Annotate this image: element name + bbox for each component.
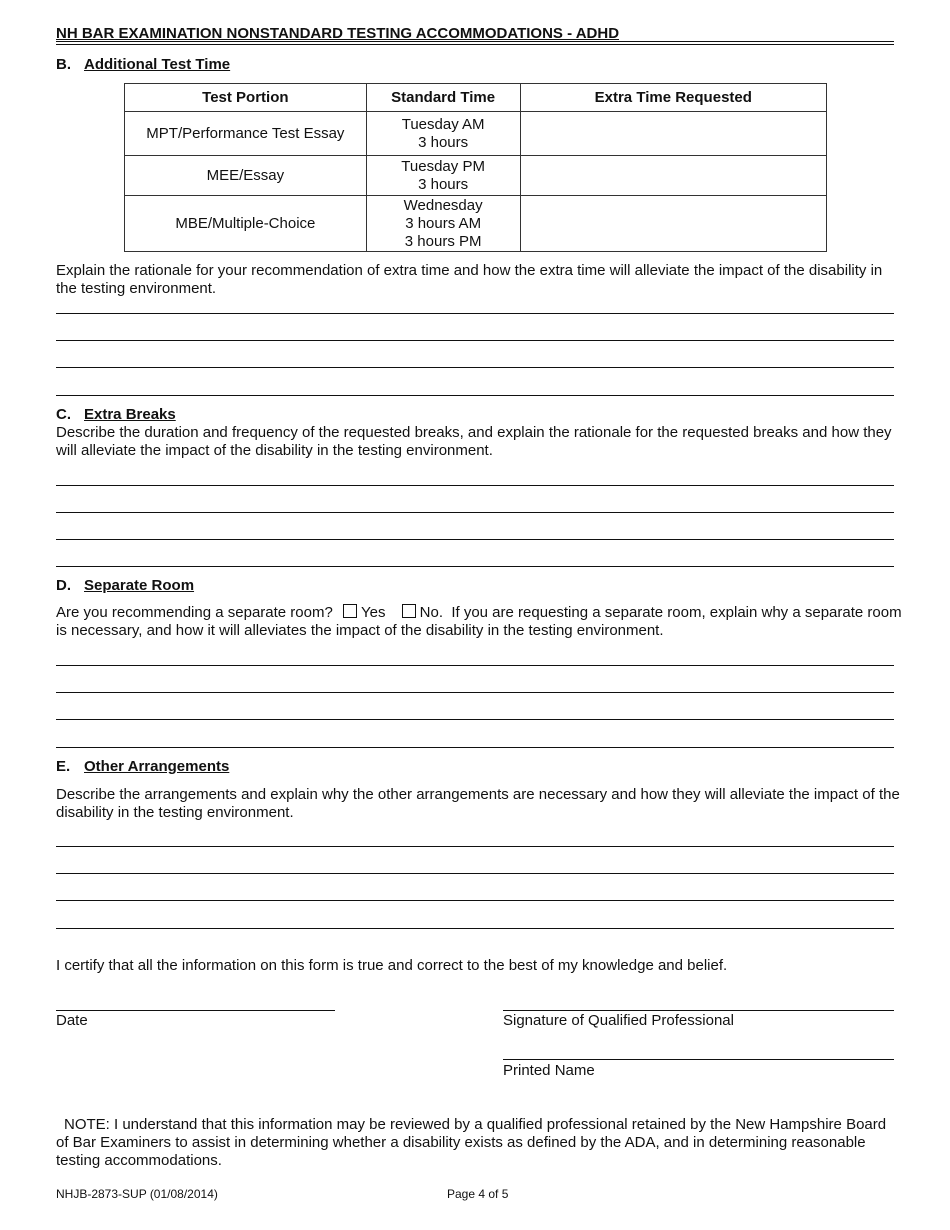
column-header-extra-time: Extra Time Requested: [520, 84, 826, 112]
date-label: Date: [56, 1012, 88, 1029]
standard-time-cell: [366, 112, 520, 156]
extra-time-input-cell[interactable]: [520, 196, 826, 252]
page-title: NH BAR EXAMINATION NONSTANDARD TESTING ACCOMMODATIONS - ADHD: [56, 25, 620, 42]
answer-line-d-3[interactable]: [56, 719, 894, 720]
test-portion-cell: MEE/Essay: [125, 156, 367, 196]
separate-room-explanation: If you are requesting a separate room, explain why a separate room is necessary, and how it will alleviates the impact of the disability in the testing environment.: [56, 604, 902, 639]
standard-time-cell: [366, 156, 520, 196]
answer-line-d-1[interactable]: [56, 665, 894, 666]
answer-line-e-2[interactable]: [56, 873, 894, 874]
section-c-letter: C.: [56, 406, 71, 423]
section-b-prompt: Explain the rationale for your recommendation of extra time and how the extra time will alleviate the impact of the disability in the testing environment.: [56, 262, 883, 297]
table-row: [125, 156, 827, 196]
answer-line-b-2[interactable]: [56, 340, 894, 341]
yes-checkbox[interactable]: [343, 604, 357, 618]
answer-line-e-1[interactable]: [56, 846, 894, 847]
answer-line-c-3[interactable]: [56, 539, 894, 540]
answer-line-b-1[interactable]: [56, 313, 894, 314]
table-row: [125, 196, 827, 252]
form-id: NHJB-2873-SUP (01/08/2014): [56, 1187, 218, 1201]
section-d-prompt: [56, 604, 906, 640]
date-line[interactable]: [56, 1010, 335, 1011]
answer-line-e-4[interactable]: [56, 928, 894, 929]
section-e-prompt: Describe the arrangements and explain why the other arrangements are necessary and how they will alleviate the impact of the disability in the testing environment.: [56, 786, 900, 821]
section-b-letter: B.: [56, 56, 71, 73]
page-number: Page 4 of 5: [447, 1187, 509, 1201]
table-header-row: [125, 84, 827, 112]
signature-line[interactable]: [503, 1010, 894, 1011]
standard-time-line: Tuesday AM: [401, 115, 485, 133]
extra-time-input-cell[interactable]: [520, 112, 826, 156]
table-row: [125, 112, 827, 156]
answer-line-e-3[interactable]: [56, 900, 894, 901]
no-checkbox[interactable]: [402, 604, 416, 618]
answer-line-b-3[interactable]: [56, 367, 894, 368]
section-b-heading: [56, 56, 230, 73]
answer-line-d-4[interactable]: [56, 747, 894, 748]
answer-line-b-4[interactable]: [56, 395, 894, 396]
standard-time-line: Tuesday PM: [401, 157, 485, 175]
section-c-prompt: Describe the duration and frequency of the requested breaks, and explain the rationale for the requested breaks and how they will alleviate the impact of the disability in the testing environment.: [56, 424, 892, 459]
section-e-letter: E.: [56, 758, 71, 775]
standard-time-line: 3 hours: [418, 133, 469, 151]
column-header-standard-time: Standard Time: [366, 84, 520, 112]
standard-time-line: Wednesday: [403, 196, 483, 214]
extra-time-input-cell[interactable]: [520, 156, 826, 196]
note-paragraph: NOTE: I understand that this information may be reviewed by a qualified professional retained by the New Hampshire Board of Bar Examiners to assist in determining whether a disability exists as defined by the ADA, and in determining reasonable testing accommodations.: [56, 1116, 887, 1169]
section-d-letter: D.: [56, 577, 71, 594]
extra-time-table: [124, 83, 827, 252]
standard-time-line: 3 hours: [418, 175, 469, 193]
test-portion-cell: MPT/Performance Test Essay: [125, 112, 367, 156]
section-e-heading: [56, 758, 229, 775]
signature-label: Signature of Qualified Professional: [503, 1012, 734, 1029]
printed-name-label: Printed Name: [503, 1062, 595, 1079]
standard-time-cell: [366, 196, 520, 252]
answer-line-c-4[interactable]: [56, 566, 894, 567]
standard-time-line: 3 hours PM: [404, 232, 482, 250]
answer-line-d-2[interactable]: [56, 692, 894, 693]
section-e-title: Other Arrangements: [84, 758, 230, 775]
section-d-title: Separate Room: [84, 577, 195, 594]
section-b-title: Additional Test Time: [84, 56, 231, 73]
no-label: No.: [419, 604, 443, 621]
section-c-title: Extra Breaks: [84, 406, 176, 423]
column-header-test-portion: Test Portion: [125, 84, 367, 112]
section-c-heading: [56, 406, 176, 423]
test-portion-cell: MBE/Multiple-Choice: [125, 196, 367, 252]
answer-line-c-1[interactable]: [56, 485, 894, 486]
certification-statement: I certify that all the information on this form is true and correct to the best of my knowledge and belief.: [56, 957, 728, 974]
yes-label: Yes: [360, 604, 386, 621]
title-rule: [56, 41, 894, 42]
section-d-heading: [56, 577, 194, 594]
standard-time-line: 3 hours AM: [405, 214, 482, 232]
printed-name-line[interactable]: [503, 1059, 894, 1060]
title-rule-double: [56, 44, 894, 45]
answer-line-c-2[interactable]: [56, 512, 894, 513]
separate-room-question: Are you recommending a separate room?: [56, 604, 333, 621]
